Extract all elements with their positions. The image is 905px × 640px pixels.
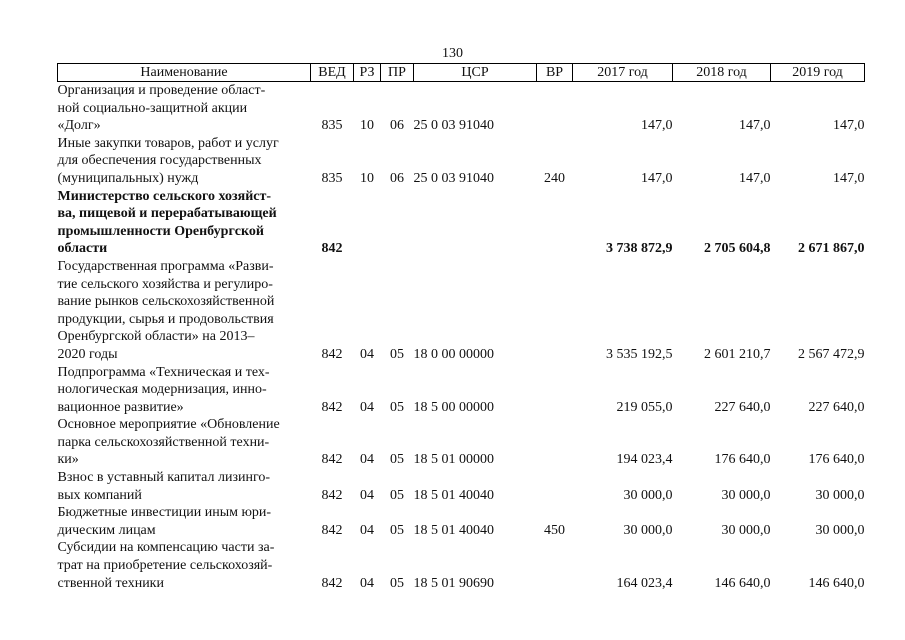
cell-rz: 04 — [360, 399, 374, 415]
cell-pr: 05 — [390, 522, 404, 538]
cell-csr: 18 5 01 40040 — [413, 487, 494, 503]
cell-2019: 2 567 472,9 — [798, 346, 865, 362]
cell-pr: 06 — [390, 170, 404, 186]
cell-pr — [381, 188, 414, 258]
cell-2017: 147,0 — [641, 118, 673, 134]
cell-ved: 835 — [321, 118, 343, 134]
cell-csr: 18 5 00 00000 — [413, 399, 494, 415]
header-2019: 2019 год — [771, 64, 865, 82]
name-line: (муниципальных) нужд — [57, 170, 199, 186]
cell-vr — [537, 188, 573, 258]
cell-ved: 842 — [321, 487, 343, 503]
cell-name — [58, 135, 311, 188]
name-line: ки» — [57, 452, 79, 468]
name-line: «Долг» — [57, 118, 101, 134]
cell-2018: 30 000,0 — [721, 522, 771, 538]
cell-ved: 842 — [321, 452, 343, 468]
header-vr: ВР — [537, 64, 573, 82]
cell-csr: 18 5 01 40040 — [413, 522, 494, 538]
cell-2018: 227 640,0 — [714, 399, 771, 415]
name-line: парка сельскохозяйственной техни- — [57, 434, 270, 450]
table-body — [58, 82, 865, 593]
header-pr: ПР — [381, 64, 414, 82]
cell-rz: 04 — [360, 452, 374, 468]
cell-name — [58, 416, 311, 469]
cell-pr: 05 — [390, 399, 404, 415]
header-csr: ЦСР — [414, 64, 537, 82]
cell-csr: 18 5 01 00000 — [413, 452, 494, 468]
cell-rz: 04 — [360, 575, 374, 591]
cell-vr — [537, 364, 573, 417]
cell-name — [58, 504, 311, 539]
cell-name — [58, 469, 311, 504]
name-line: Субсидии на компенсацию части за- — [57, 540, 275, 556]
name-line: дическим лицам — [57, 522, 156, 538]
cell-2017: 194 023,4 — [616, 452, 673, 468]
budget-table — [57, 63, 865, 592]
name-line: Иные закупки товаров, работ и услуг — [57, 135, 279, 151]
name-line: Государственная программа «Разви- — [57, 258, 274, 274]
cell-2017: 147,0 — [641, 170, 673, 186]
cell-2019: 30 000,0 — [815, 522, 865, 538]
table-row — [58, 135, 865, 188]
cell-vr — [537, 539, 573, 592]
name-line: 2020 годы — [57, 346, 118, 362]
cell-2017: 30 000,0 — [623, 522, 673, 538]
cell-name — [58, 188, 311, 258]
cell-2019: 176 640,0 — [808, 452, 865, 468]
cell-ved: 842 — [321, 346, 343, 362]
name-line: тие сельского хозяйства и регулиро- — [57, 276, 273, 292]
header-2018: 2018 год — [673, 64, 771, 82]
cell-name — [58, 82, 311, 135]
cell-rz: 04 — [360, 346, 374, 362]
name-line: Взнос в уставный капитал лизинго- — [57, 470, 271, 486]
cell-csr: 25 0 03 91040 — [413, 170, 494, 186]
cell-2018: 176 640,0 — [714, 452, 771, 468]
cell-2017: 30 000,0 — [623, 487, 673, 503]
cell-2018: 30 000,0 — [721, 487, 771, 503]
cell-2017: 3 738 872,9 — [606, 241, 673, 257]
name-line: ва, пищевой и перерабатывающей — [57, 206, 277, 222]
cell-vr — [537, 258, 573, 364]
name-line: вание рынков сельскохозяйственной — [57, 294, 275, 310]
table-row — [58, 504, 865, 539]
table-row — [58, 258, 865, 364]
cell-csr: 18 5 01 90690 — [413, 575, 494, 591]
table-row — [58, 469, 865, 504]
cell-name — [58, 539, 311, 592]
cell-2019: 30 000,0 — [815, 487, 865, 503]
cell-2017: 3 535 192,5 — [606, 346, 673, 362]
cell-2018: 146 640,0 — [714, 575, 771, 591]
cell-ved: 842 — [321, 522, 343, 538]
name-line: Подпрограмма «Техническая и тех- — [57, 364, 270, 380]
cell-rz: 10 — [360, 170, 374, 186]
name-line: ственной техники — [57, 575, 164, 591]
header-name: Наименование — [58, 64, 311, 82]
cell-2019: 146 640,0 — [808, 575, 865, 591]
name-line: для обеспечения государственных — [57, 153, 262, 169]
cell-2017: 164 023,4 — [616, 575, 673, 591]
cell-pr: 05 — [390, 487, 404, 503]
cell-2018: 147,0 — [739, 118, 771, 134]
name-line: вых компаний — [57, 487, 142, 503]
name-line: нологическая модернизация, инно- — [57, 382, 267, 398]
cell-vr — [537, 82, 573, 135]
cell-rz — [354, 188, 381, 258]
name-line: области — [57, 241, 108, 257]
name-line: Основное мероприятие «Обновление — [57, 417, 280, 433]
cell-pr: 05 — [390, 452, 404, 468]
cell-pr: 06 — [390, 118, 404, 134]
table-row — [58, 539, 865, 592]
page-number: 130 — [442, 46, 463, 61]
cell-rz: 10 — [360, 118, 374, 134]
cell-2018: 2 705 604,8 — [704, 241, 771, 257]
cell-2019: 147,0 — [833, 170, 865, 186]
header-rz: РЗ — [354, 64, 381, 82]
cell-2019: 2 671 867,0 — [798, 241, 865, 257]
cell-csr: 18 0 00 00000 — [413, 346, 494, 362]
name-line: продукции, сырья и продовольствия — [57, 311, 274, 327]
cell-name — [58, 364, 311, 417]
cell-vr — [537, 469, 573, 504]
table-row — [58, 416, 865, 469]
name-line: ной социально-защитной акции — [57, 100, 248, 116]
cell-name — [58, 258, 311, 364]
cell-vr — [537, 416, 573, 469]
table-row — [58, 364, 865, 417]
table-row — [58, 188, 865, 258]
cell-ved: 842 — [321, 575, 343, 591]
cell-vr: 450 — [544, 522, 565, 538]
name-line: Организация и проведение област- — [57, 83, 266, 98]
table-row — [58, 82, 865, 135]
name-line: Министерство сельского хозяйст- — [57, 188, 272, 204]
cell-2019: 147,0 — [833, 118, 865, 134]
cell-2017: 219 055,0 — [616, 399, 673, 415]
name-line: Оренбургской области» на 2013– — [57, 329, 255, 345]
cell-ved: 842 — [321, 399, 343, 415]
name-line: промышленности Оренбургской — [57, 223, 264, 239]
cell-vr: 240 — [544, 170, 565, 186]
cell-pr: 05 — [390, 346, 404, 362]
cell-2018: 147,0 — [739, 170, 771, 186]
cell-rz: 04 — [360, 487, 374, 503]
cell-csr — [414, 188, 537, 258]
header-row — [58, 64, 865, 82]
cell-2018: 2 601 210,7 — [704, 346, 771, 362]
cell-ved: 835 — [321, 170, 343, 186]
name-line: трат на приобретение сельскохозяй- — [57, 558, 273, 574]
header-ved: ВЕД — [311, 64, 354, 82]
cell-pr: 05 — [390, 575, 404, 591]
cell-csr: 25 0 03 91040 — [413, 118, 494, 134]
name-line: вационное развитие» — [57, 399, 184, 415]
header-2017: 2017 год — [573, 64, 673, 82]
cell-ved: 842 — [321, 241, 343, 257]
cell-rz: 04 — [360, 522, 374, 538]
name-line: Бюджетные инвестиции иным юри- — [57, 505, 272, 521]
cell-2019: 227 640,0 — [808, 399, 865, 415]
